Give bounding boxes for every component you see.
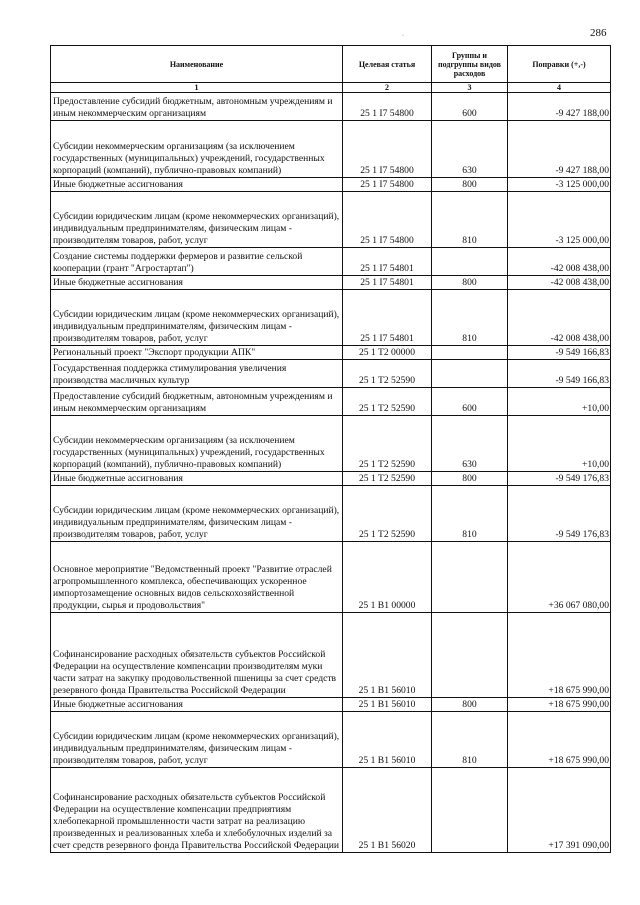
row-code: 25 1 I7 54801 <box>343 248 432 276</box>
row-code: 25 1 I7 54800 <box>343 121 432 178</box>
row-name: Субсидии некоммерческим организациям (за исключением государственных (муниципальных) учреждений, государственных корпораций (компаний), публично-правовых компаний) <box>51 416 343 472</box>
row-group <box>432 248 508 276</box>
row-name: Субсидии юридическим лицам (кроме некоммерческих организаций), индивидуальным предпринимателям, физическим лицам - производителям товаров, работ, услуг <box>51 192 343 248</box>
row-name: Предоставление субсидий бюджетным, автономным учреждениям и иным некоммерческим организациям <box>51 388 343 416</box>
row-group: 810 <box>432 192 508 248</box>
column-number: 4 <box>508 83 611 93</box>
table-row <box>51 416 611 472</box>
row-group <box>432 613 508 698</box>
row-name: Иные бюджетные ассигнования <box>51 698 343 712</box>
row-amount: -9 427 188,00 <box>508 93 611 121</box>
table-row <box>51 93 611 121</box>
row-name: Региональный проект "Экспорт продукции АПК" <box>51 346 343 360</box>
row-name: Создание системы поддержки фермеров и развитие сельской кооперации (грант "Агростартап") <box>51 248 343 276</box>
row-name: Иные бюджетные ассигнования <box>51 276 343 290</box>
row-group: 810 <box>432 486 508 542</box>
row-amount: +18 675 990,00 <box>508 613 611 698</box>
column-number: 1 <box>51 83 343 93</box>
row-amount: +10,00 <box>508 416 611 472</box>
table-row <box>51 192 611 248</box>
row-amount: -9 549 176,83 <box>508 486 611 542</box>
row-name: Субсидии юридическим лицам (кроме некоммерческих организаций), индивидуальным предпринимателям, физическим лицам - производителям товаров, работ, услуг <box>51 486 343 542</box>
row-name: Субсидии юридическим лицам (кроме некоммерческих организаций), индивидуальным предпринимателям, физическим лицам - производителям товаров, работ, услуг <box>51 712 343 768</box>
row-amount: -9 549 176,83 <box>508 472 611 486</box>
row-amount: -42 008 438,00 <box>508 276 611 290</box>
table-row <box>51 613 611 698</box>
row-amount: -3 125 000,00 <box>508 178 611 192</box>
row-amount: -42 008 438,00 <box>508 248 611 276</box>
row-code: 25 1 T2 52590 <box>343 360 432 388</box>
row-group: 600 <box>432 93 508 121</box>
row-code: 25 1 B1 00000 <box>343 542 432 613</box>
row-group <box>432 542 508 613</box>
row-group: 800 <box>432 276 508 290</box>
header-name: Наименование <box>51 46 343 83</box>
table-row <box>51 388 611 416</box>
row-code: 25 1 I7 54801 <box>343 276 432 290</box>
row-group: 630 <box>432 416 508 472</box>
row-name: Государственная поддержка стимулирования увеличения производства масличных культур <box>51 360 343 388</box>
row-amount: +18 675 990,00 <box>508 698 611 712</box>
column-number: 2 <box>343 83 432 93</box>
row-name: Основное мероприятие "Ведомственный проект "Развитие отраслей агропромышленного комплекса, обеспечивающих ускоренное импортозамещение основных видов сельскохозяйственной продукции, сырья и продовольствия" <box>51 542 343 613</box>
row-code: 25 1 B1 56020 <box>343 768 432 853</box>
column-number-row <box>51 83 611 93</box>
row-amount: -9 427 188,00 <box>508 121 611 178</box>
table-row <box>51 121 611 178</box>
row-group: 800 <box>432 698 508 712</box>
row-group: 800 <box>432 178 508 192</box>
row-amount: -9 549 166,83 <box>508 346 611 360</box>
row-code: 25 1 B1 56010 <box>343 712 432 768</box>
row-code: 25 1 I7 54801 <box>343 290 432 346</box>
header-code: Целевая статья <box>343 46 432 83</box>
table-row <box>51 248 611 276</box>
table-row <box>51 276 611 290</box>
header-amount: Поправки (+,-) <box>508 46 611 83</box>
row-code: 25 1 B1 56010 <box>343 613 432 698</box>
row-code: 25 1 I7 54800 <box>343 178 432 192</box>
table-row <box>51 486 611 542</box>
row-name: Иные бюджетные ассигнования <box>51 178 343 192</box>
budget-table <box>50 45 611 853</box>
row-name: Субсидии юридическим лицам (кроме некоммерческих организаций), индивидуальным предпринимателям, физическим лицам - производителям товаров, работ, услуг <box>51 290 343 346</box>
table-row <box>51 542 611 613</box>
row-group: 810 <box>432 712 508 768</box>
table-row <box>51 472 611 486</box>
row-amount: -9 549 166,83 <box>508 360 611 388</box>
row-name: Предоставление субсидий бюджетным, автономным учреждениям и иным некоммерческим организациям <box>51 93 343 121</box>
table-row <box>51 698 611 712</box>
table-row <box>51 178 611 192</box>
row-amount: +17 391 090,00 <box>508 768 611 853</box>
row-name: Софинансирование расходных обязательств субъектов Российской Федерации на осуществление компенсации предприятиям хлебопекарной промышленности части затрат на реализацию произведенных и реализованных хлеба и хлебобулочных изделий за счет средств резервного фонда Правительства Российской Федерации <box>51 768 343 853</box>
row-amount: +36 067 080,00 <box>508 542 611 613</box>
scan-speck: · <box>402 33 404 39</box>
table-row <box>51 290 611 346</box>
row-code: 25 1 T2 52590 <box>343 416 432 472</box>
table-row <box>51 346 611 360</box>
table-row <box>51 768 611 853</box>
row-amount: +18 675 990,00 <box>508 712 611 768</box>
column-number: 3 <box>432 83 508 93</box>
row-group: 810 <box>432 290 508 346</box>
row-amount: +10,00 <box>508 388 611 416</box>
table-row <box>51 360 611 388</box>
row-code: 25 1 I7 54800 <box>343 93 432 121</box>
row-name: Субсидии некоммерческим организациям (за исключением государственных (муниципальных) учреждений, государственных корпораций (компаний), публично-правовых компаний) <box>51 121 343 178</box>
row-name: Иные бюджетные ассигнования <box>51 472 343 486</box>
row-code: 25 1 T2 00000 <box>343 346 432 360</box>
row-group: 630 <box>432 121 508 178</box>
row-code: 25 1 T2 52590 <box>343 472 432 486</box>
row-group: 600 <box>432 388 508 416</box>
table-row <box>51 712 611 768</box>
row-group <box>432 346 508 360</box>
row-code: 25 1 B1 56010 <box>343 698 432 712</box>
row-name: Софинансирование расходных обязательств субъектов Российской Федерации на осуществление компенсации производителям муки части затрат на закупку продовольственной пшеницы за счет средств резервного фонда Правительства Российской Федерации <box>51 613 343 698</box>
header-group: Группы и подгруппы видов расходов <box>432 46 508 83</box>
row-group: 800 <box>432 472 508 486</box>
row-group <box>432 768 508 853</box>
row-group <box>432 360 508 388</box>
row-code: 25 1 I7 54800 <box>343 192 432 248</box>
row-code: 25 1 T2 52590 <box>343 388 432 416</box>
page-number: 286 <box>590 27 607 39</box>
row-code: 25 1 T2 52590 <box>343 486 432 542</box>
header-row <box>51 46 611 83</box>
row-amount: -3 125 000,00 <box>508 192 611 248</box>
row-amount: -42 008 438,00 <box>508 290 611 346</box>
